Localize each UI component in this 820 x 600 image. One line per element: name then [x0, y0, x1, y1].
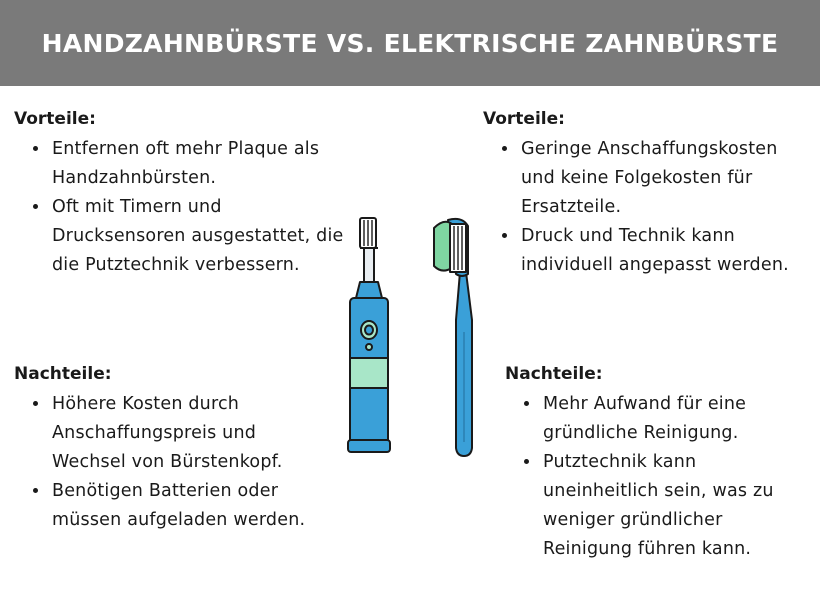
- electric-disadvantages: [14, 362, 334, 535]
- manual-disadvantages-list: [505, 390, 805, 564]
- list-item: • Putztechnik kann uneinheitlich sein, was zu weniger gründlicher Reinigung führen kann.: [541, 448, 805, 564]
- list-item: • Druck und Technik kann individuell angepasst werden.: [519, 222, 813, 280]
- electric-advantages-list: [14, 135, 359, 280]
- list-item: • Entfernen oft mehr Plaque als Handzahnbürsten.: [50, 135, 359, 193]
- electric-advantages: [14, 107, 359, 280]
- manual-advantages-list: [483, 135, 813, 280]
- electric-toothbrush-icon: [348, 218, 390, 452]
- header-bar: [0, 0, 820, 86]
- electric-disadvantages-heading: Nachteile:: [14, 364, 112, 384]
- toothbrush-illustration: [340, 212, 490, 462]
- manual-advantages: [483, 107, 813, 280]
- manual-advantages-heading: Vorteile:: [483, 109, 565, 129]
- list-item: • Oft mit Timern und Drucksensoren ausgestattet, die die Putztechnik verbessern.: [50, 193, 359, 280]
- list-item: • Höhere Kosten durch Anschaffungspreis und Wechsel von Bürstenkopf.: [50, 390, 334, 477]
- manual-disadvantages-heading: Nachteile:: [505, 364, 603, 384]
- page-title: HANDZAHNBÜRSTE VS. ELEKTRISCHE ZAHNBÜRSTE: [41, 28, 779, 58]
- manual-toothbrush-icon: [434, 219, 472, 456]
- electric-disadvantages-list: [14, 390, 334, 535]
- list-item: • Mehr Aufwand für eine gründliche Reinigung.: [541, 390, 805, 448]
- list-item: • Geringe Anschaffungskosten und keine Folgekosten für Ersatzteile.: [519, 135, 813, 222]
- electric-advantages-heading: Vorteile:: [14, 109, 96, 129]
- list-item: • Benötigen Batterien oder müssen aufgeladen werden.: [50, 477, 334, 535]
- manual-disadvantages: [505, 362, 805, 564]
